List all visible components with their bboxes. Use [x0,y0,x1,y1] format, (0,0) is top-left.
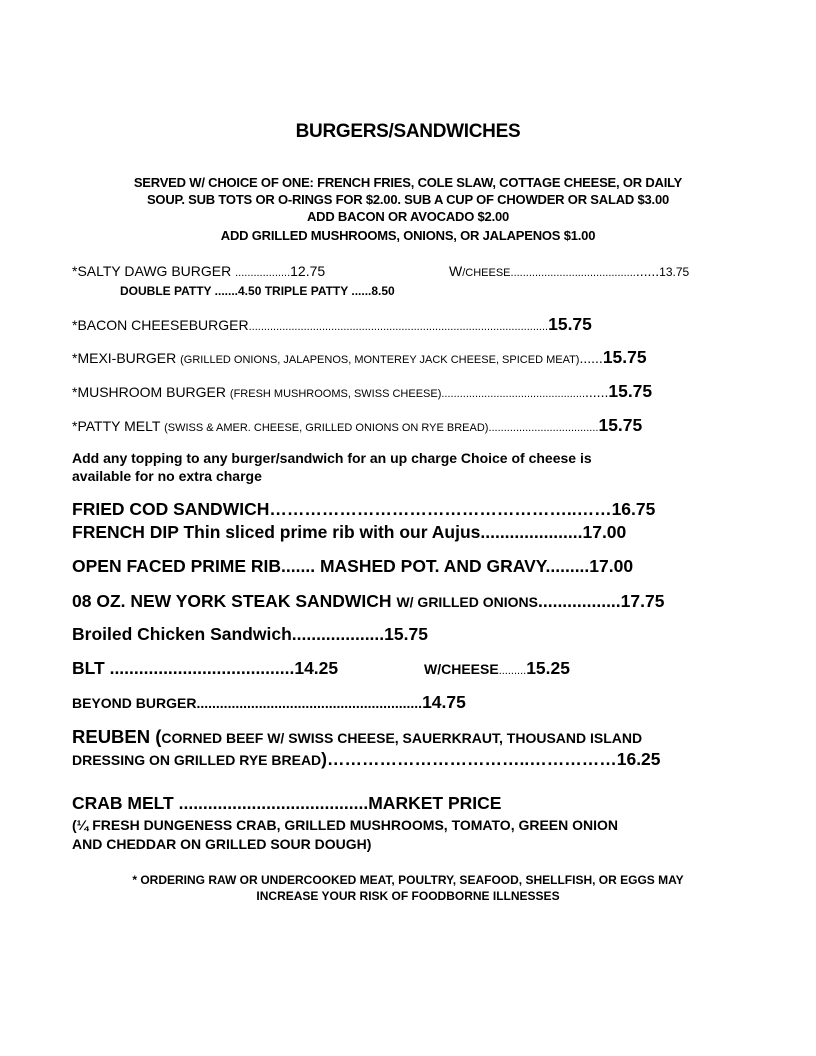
page-title: BURGERS/SANDWICHES [295,121,521,142]
dot-leader: ...... [579,350,603,366]
dot-leader: ...... [635,263,660,279]
item-price: 15.75 [548,314,592,334]
item-desc: CORNED BEEF W/ SWISS CHEESE, SAUERKRAUT, THOUSAND ISLAND [161,730,643,746]
item-name: BEYOND BURGER.......................................................... [72,695,423,711]
menu-item-blt: BLT ......................................14.25 [72,658,339,678]
menu-item-fried-cod: FRIED COD SANDWICH……………………………………………..……16.75 [72,499,656,519]
item-price: 15.25 [526,658,570,678]
menu-item-broiled-chicken: Broiled Chicken Sandwich...................15.75 [72,624,428,644]
item-name: W [449,263,463,279]
menu-item-mushroom-burger [72,381,652,402]
intro-line: ADD BACON OR AVOCADO $2.00 [306,209,510,224]
topping-note: Add any topping to any burger/sandwich for an up charge Choice of cheese is [72,450,592,466]
menu-item-reuben [72,726,642,748]
crab-melt-desc: AND CHEDDAR ON GRILLED SOUR DOUGH) [72,836,372,852]
menu-item-ny-steak [72,591,664,612]
menu-item-crab-melt: CRAB MELT .......................................MARKET PRICE [72,793,502,813]
menu-item-salty-dawg [72,263,325,279]
dot-leader: ...... [585,384,609,400]
menu-item-reuben-cont [72,749,661,770]
item-price: 12.75 [290,263,326,279]
item-name: W/CHEESE [424,661,499,677]
item-desc: W/ GRILLED ONIONS [396,594,538,610]
item-price: 14.75 [422,692,466,712]
menu-item-salty-dawg-cheese [449,263,689,281]
item-desc: DRESSING ON GRILLED RYE BREAD [72,752,322,768]
item-name: *MEXI-BURGER [72,350,181,366]
item-price: 13.75 [659,265,690,279]
dot-leader: .................................................................................................. [248,321,549,333]
intro-line: ADD GRILLED MUSHROOMS, ONIONS, OR JALAPENOS $1.00 [220,228,596,243]
item-desc: (SWISS & AMER. CHEESE, GRILLED ONIONS ON RYE BREAD) [164,422,489,434]
item-name: *MUSHROOM BURGER [72,384,230,400]
item-name: REUBEN ( [72,726,162,747]
disclaimer: INCREASE YOUR RISK OF FOODBORNE ILLNESSES [256,889,560,903]
item-name: *BACON CHEESEBURGER [72,317,249,333]
intro-line: SERVED W/ CHOICE OF ONE: FRENCH FRIES, COLE SLAW, COTTAGE CHEESE, OR DAILY [133,175,683,190]
item-price: 15.75 [598,415,643,435]
dot-leader: ......... [498,665,527,677]
dot-leader: ......................................... [510,267,636,279]
dot-leader: ............................................... [441,388,586,400]
item-price: )……………………………..……………16.25 [321,749,661,769]
menu-item-bacon-cheeseburger [72,314,592,335]
intro-line: SOUP. SUB TOTS OR O-RINGS FOR $2.00. SUB A CUP OF CHOWDER OR SALAD $3.00 [146,192,670,207]
item-name: *PATTY MELT [72,418,165,434]
menu-item-patty-melt [72,415,642,436]
dot-leader: .................. [235,267,291,279]
menu-item-prime-rib: OPEN FACED PRIME RIB....... MASHED POT. AND GRAVY.........17.00 [72,556,634,576]
menu-item-blt-cheese [424,658,570,679]
item-name: 08 OZ. NEW YORK STEAK SANDWICH [72,591,397,611]
item-price: 15.75 [608,381,653,401]
menu-item-beyond-burger [72,692,466,713]
disclaimer: * ORDERING RAW OR UNDERCOOKED MEAT, POULTRY, SEAFOOD, SHELLFISH, OR EGGS MAY [132,873,684,887]
crab-melt-desc: (¼ FRESH DUNGENESS CRAB, GRILLED MUSHROOMS, TOMATO, GREEN ONION [72,817,619,833]
menu-item-mexi-burger [72,347,647,368]
item-name: *SALTY DAWG BURGER [72,263,236,279]
topping-note: available for no extra charge [72,468,262,484]
item-price: .................17.75 [538,591,665,611]
item-desc: (FRESH MUSHROOMS, SWISS CHEESE) [229,388,442,400]
item-desc: (GRILLED ONIONS, JALAPENOS, MONTEREY JACK CHEESE, SPICED MEAT) [180,354,580,366]
menu-item-french-dip: FRENCH DIP Thin sliced prime rib with our Aujus.....................17.00 [72,522,627,542]
dot-leader: .................................... [488,422,599,434]
item-name-rest: /CHEESE [462,267,511,279]
patty-options: DOUBLE PATTY .......4.50 TRIPLE PATTY ......8.50 [120,284,395,298]
item-price: 15.75 [602,347,647,367]
